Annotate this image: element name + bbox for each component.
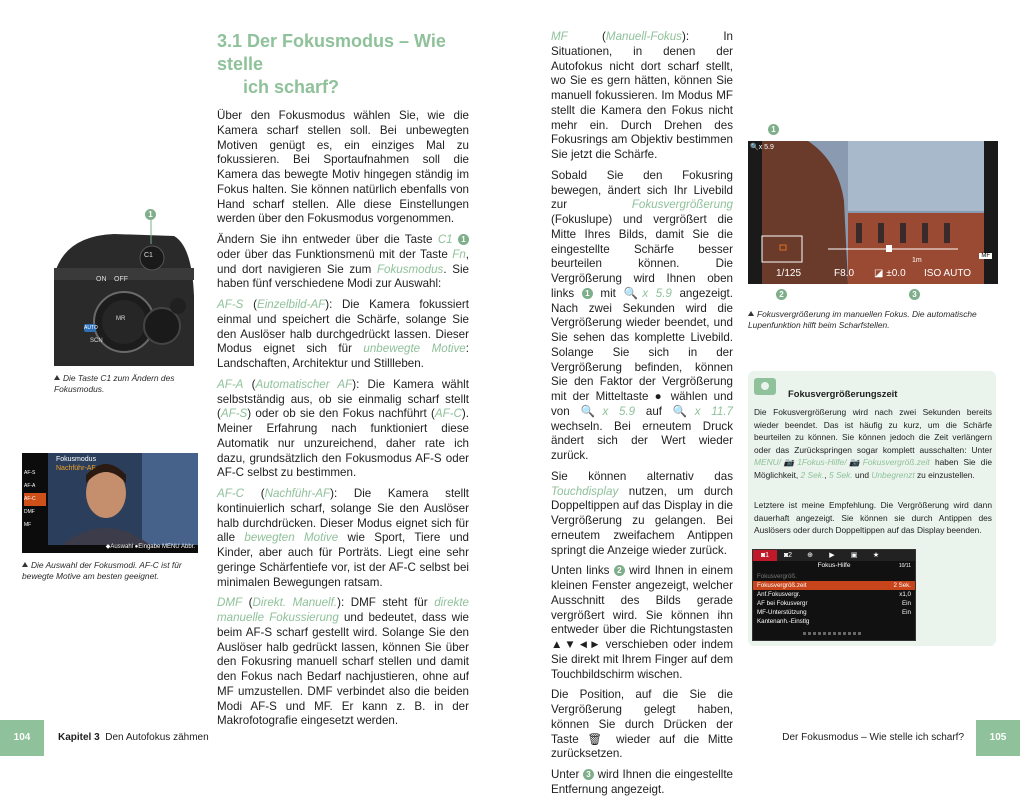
zoom-icon: 🔍 xyxy=(580,404,603,418)
portrait-caption: Die Auswahl der Fokusmodi. AF-C ist für bewegte Motive am besten geeignet. xyxy=(22,560,182,581)
left-footer: Kapitel 3 Den Autofokus zähmen xyxy=(58,732,209,743)
callout-1: 1 xyxy=(145,209,156,220)
exposure-readout: ◪ ±0.0 xyxy=(874,268,906,279)
dmf-paragraph: DMF (Direkt. Manuelf.): DMF steht für direkte manuelle Fokussierung und bedeutet, dass wie beim AF-S scharf gestellt wird. Solange Sie den Auslöser halb gedrückt lassen, können Sie über den Fokusring manuell scharf stellen und damit den Fokus nach Bedarf nachjustieren, ohne auf MF umzustellen. DMF verbindet also die beiden Modi AF-S und MF. Er kann z. B. in der Makrofotografie eingesetzt werden. xyxy=(217,596,470,728)
mr-label: MR xyxy=(116,316,126,322)
menu-tab-bar xyxy=(753,550,915,561)
c1-button-label: C1 xyxy=(144,252,153,259)
right-text-column xyxy=(551,30,733,798)
focus-mode-item-selected[interactable]: AF-C xyxy=(24,493,46,506)
focus-mode-list xyxy=(24,467,46,532)
touch-paragraph: Sie können alternativ das Touchdisplay nutzen, um durch Doppeltippen auf das Display in die Vergrößerung zu gelangen. Bei erneutem zweifachem Antippen springt die Anzeige wieder zurück. xyxy=(551,469,733,557)
menu-header: Fokus-Hilfe 10/11 xyxy=(817,562,911,569)
callout-1: 1 xyxy=(768,124,779,135)
caption-triangle-icon xyxy=(22,562,28,567)
iso-readout: ISO AUTO xyxy=(924,268,972,279)
camera-illustration xyxy=(54,206,194,366)
viewfinder-photo xyxy=(748,141,998,284)
aperture-readout: F8.0 xyxy=(834,268,855,279)
star-tab-icon[interactable]: ★ xyxy=(872,552,880,559)
focus-mode-item[interactable]: AF-S xyxy=(24,470,36,476)
menu-row[interactable]: AF bei Fokusvergr Ein xyxy=(757,600,911,607)
scn-label: SCN xyxy=(90,338,103,344)
menu-bottom-hints: ◆Auswahl ●Eingabe MENU Abbr. xyxy=(105,544,195,550)
position-paragraph: Die Position, auf die Sie die Vergrößerung gelegt haben, können Sie durch Drücken der Taste 🗑 wieder auf die Mitte zurücksetzen. xyxy=(551,688,733,761)
toolbox-tab-icon[interactable]: ▣ xyxy=(850,552,858,559)
off-label: OFF xyxy=(114,276,128,283)
auto-label: AUTO xyxy=(84,325,98,331)
zoom-icon: 🔍 xyxy=(672,404,695,418)
exposure-icon: ◪ xyxy=(874,268,884,279)
camera-icon xyxy=(754,378,776,395)
camera-drawing xyxy=(54,206,194,366)
menu-row-selected[interactable]: Fokusvergröß.zeit 2 Sek. xyxy=(753,581,915,590)
caption-triangle-icon xyxy=(748,311,754,316)
camera-tab-icon[interactable]: ◙1 xyxy=(753,550,777,561)
viewfinder-caption: Fokusvergrößerung im manuellen Fokus. Die automatische Lupenfunktion hilft beim Scharfstellen. xyxy=(748,309,977,330)
distance-readout: 1m xyxy=(912,257,922,264)
menu-row[interactable]: Kantenanh.-Einstlg xyxy=(757,618,810,625)
menu-selected: Nachführ-AF xyxy=(56,465,96,472)
camera2-tab-icon[interactable]: ◙2 xyxy=(783,552,793,559)
intro-paragraph: Über den Fokusmodus wählen Sie, wie die Kamera scharf stellen soll. Bei unbewegten Motiven genügt es, ein einziges Mal zu fokussieren. Bei Sportaufnahmen soll die Kamera das bewegte Motiv hingegen ständig im Fokus halten. Sie können natürlich ebenfalls von Hand scharf stellen. Alle diese Einstellungen werden über den Fokusmodus vorgenommen. xyxy=(217,109,469,226)
zoom-icon: 🔍 xyxy=(623,286,643,300)
bottom-left-paragraph: Unten links 2 wird Ihnen in einem kleinen Fenster angezeigt, welcher Ausschnitt des Bilds gerade vergrößert wird. Sie können ihn entweder über die Richtungstasten ▲▼◄► verschieben oder indem Sie direkt mit Ihrem Finger auf dem Touchbildschirm wischen. xyxy=(551,564,733,681)
on-label: ON xyxy=(96,276,107,283)
menu-row[interactable]: Fokusvergröß. xyxy=(757,573,797,580)
caption-triangle-icon xyxy=(54,375,60,380)
menu-page-dots xyxy=(803,632,863,635)
tip-paragraph-2: Letztere ist meine Empfehlung. Die Vergrößerung wird dann dauerhaft angezeigt. Sie können sie durch Antippen des Auslösers oder durch Doppeltippen auf das Display beenden. xyxy=(754,500,992,535)
tip-title: Fokusvergrößerungszeit xyxy=(788,388,898,399)
viewfinder-figure xyxy=(748,120,998,305)
left-page-number: 104 xyxy=(0,720,44,756)
right-footer: Der Fokusmodus – Wie stelle ich scharf? xyxy=(782,732,964,743)
network-tab-icon[interactable]: ⊕ xyxy=(807,552,813,559)
menu-row[interactable]: Anf.Fokusvergr. x1,0 xyxy=(757,591,911,598)
camera-caption: Die Taste C1 zum Ändern des Fokusmodus. xyxy=(54,373,175,394)
right-page-number: 105 xyxy=(976,720,1020,756)
play-tab-icon[interactable]: ▶ xyxy=(829,552,835,559)
menu-row[interactable]: MF-Unterstützung Ein xyxy=(757,609,911,616)
focus-mode-item[interactable]: AF-A xyxy=(24,483,36,489)
focus-mode-item[interactable]: DMF xyxy=(24,509,35,515)
menu-rows xyxy=(753,572,915,626)
afc-paragraph: AF-C (Nachführ-AF): Die Kamera stellt kontinuierlich scharf, solange Sie den Auslöser halb durchdrücken. Dieser Modus eignet sich für alle bewegten Motive wie Sport, Tiere und Kinder, aber auch für Porträts. Liegt eine sehr geringe Schärfentiefe vor, ist der AF-C selbst bei minimalen Bewegungen ratsam. xyxy=(217,487,469,589)
callout-3: 3 xyxy=(909,289,920,300)
viewfinder-screen xyxy=(748,141,998,284)
focus-ring-paragraph: Sobald Sie den Fokusring bewegen, ändert sich Ihr Livebild zur Fokusvergrößerung (Fokuslupe) und vergrößert die Mitte Ihres Bilds, damit Sie die eingestellte Schärfe besser beurteilen können. Die Vergrößerung wird Ihnen oben links 1 mit 🔍x 5.9 angezeigt. Nach zwei Sekunden wird die Vergrößerung wieder beendet, und Sie sehen das komplette Livebild. Solange Sie sich in der Vergrößerung befinden, können Sie den Faktor der Vergrößerung mit der Mitteltaste ● wählen und von 🔍x 5.9 auf 🔍x 11.7 wechseln. Bei erneutem Druck ändert sich der Wert wieder zurück. xyxy=(551,168,734,462)
distance-paragraph: Unter 3 wird Ihnen die eingestellte Entfernung angezeigt. xyxy=(551,768,733,796)
zoom-readout: 🔍x 5.9 xyxy=(750,144,774,151)
focus-mode-item[interactable]: MF xyxy=(24,522,32,528)
menu-screen xyxy=(752,549,916,641)
change-mode-paragraph: Ändern Sie ihn entweder über die Taste C1 1 oder über das Funktionsmenü mit der Taste Fn, und dort navigieren Sie zum Fokusmodus. Sie haben fünf verschiedene Modi zur Auswahl: xyxy=(217,233,469,291)
focus-mode-menu-image xyxy=(22,453,198,553)
menu-title: Fokusmodus xyxy=(56,456,97,463)
shutter-readout: 1/125 xyxy=(776,268,802,279)
tip-paragraph-1: Die Fokusvergrößerung wird nach zwei Sekunden bereits wieder beendet. Das ist häufig zu kurz, um die Schärfe beurteilen zu können. Sie können jedoch die Zeit verlängern oder das Zurückspringen sogar komplett ausschalten: Unter MENU/📷1Fokus-Hilfe/📷Fokusvergröß.zeit haben Sie die Möglichkeit, 2 Sek., 5 Sek. und Unbegrenzt zu einzustellen. xyxy=(754,407,992,480)
afs-paragraph: AF-S (Einzelbild-AF): Die Kamera fokussiert einmal und speichert die Schärfe, solange Sie den Auslöser halb durchgedrückt lassen. Dieser Modus eignet sich für unbewegte Motive: Landschaften, Architektur und Stillleben. xyxy=(217,298,469,370)
mf-paragraph: MF (Manuell-Fokus): In Situationen, in denen der Autofokus nicht dort scharf stellt, wo Sie es gern hätten, können Sie manuell fokussieren. Im Modus MF stellt die Kamera den Fokus nicht mehr ein. Durch Drehen des Fokusrings am Objektiv bestimmen Sie jetzt die Schärfe. xyxy=(551,30,733,161)
portrait-photo xyxy=(22,453,198,553)
section-heading: 3.1 Der Fokusmodus – Wie stelle ich scharf? xyxy=(217,31,446,97)
afa-paragraph: AF-A (Automatischer AF): Die Kamera wählt selbstständig aus, ob sie einmalig scharf stellt (AF-S) oder ob sie den Fokus nachführt (AF-C). Meiner Erfahrung nach funktioniert diese Automatik nur unzureichend, daher rate ich dazu, grundsätzlich den Fokusmodus AF-S oder AF-C selbst zu bestimmen. xyxy=(217,377,469,480)
focus-mode-badge: MF xyxy=(981,253,990,259)
left-text-column xyxy=(217,30,469,729)
callout-2: 2 xyxy=(776,289,787,300)
tip-box xyxy=(748,371,996,646)
